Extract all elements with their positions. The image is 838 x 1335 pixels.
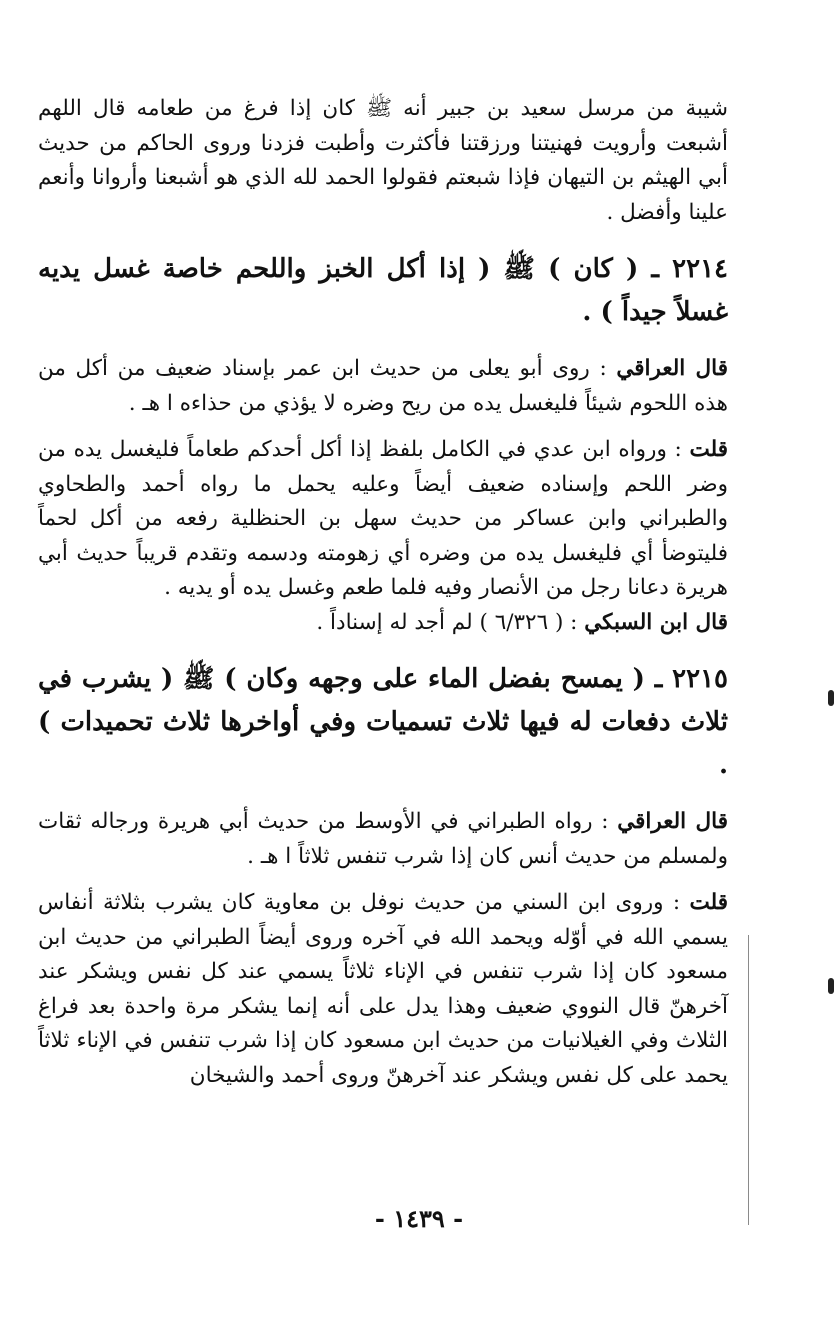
hadith-2214-heading: ٢٢١٤ ـ ( كان ) ﷺ ( إذا أكل الخبز واللحم خاصة غسل يديه غسلاً جيداً ) .	[38, 254, 728, 327]
margin-scan-line	[748, 935, 749, 1225]
paragraph-intro	[38, 92, 728, 230]
paragraph-text: : روى أبو يعلى من حديث ابن عمر بإسناد ضعيف من أكل من هذه اللحوم شيئاً فليغسل يده من ريح وضره لا يؤذي من حذاءه ا هـ .	[38, 356, 728, 416]
paragraph-qultu	[38, 886, 728, 1093]
paragraph-text: : ( ٦/٣٢٦ ) لم أجد له إسناداً .	[316, 609, 585, 635]
paragraph-lead: قلت	[689, 890, 728, 915]
paragraph-lead: قال ابن السبكي	[584, 609, 728, 635]
paragraph-iraqi-comment	[38, 352, 728, 421]
margin-scan-mark	[828, 690, 834, 706]
margin-scan-mark	[828, 978, 834, 994]
page-number: - ١٤٣٩ -	[374, 1204, 464, 1233]
paragraph-lead: قلت	[689, 437, 728, 462]
paragraph-text: : ورواه ابن عدي في الكامل بلفظ إذا أكل أحدكم طعاماً فليغسل يده من وضر اللحم وإسناده ضعيف أيضاً وعليه يحمل ما رواه أحمد والطحاوي والطبراني وابن عساكر من حديث سهل بن الحنظلية رفعه من أكل لحماً فليتوضأ أي فليغسل يده من وضره أي زهومته ودسمه وتقدم قريباً حديث أبي هريرة دعانا رجل من الأنصار وفيه فلما طعم وغسل يده أو يديه .	[38, 437, 728, 600]
hadith-2215-heading: ٢٢١٥ ـ ( يمسح بفضل الماء على وجهه وكان ) ﷺ ( يشرب في ثلاث دفعات له فيها ثلاث تسميات وفي أواخرها ثلاث تحميدات ) .	[38, 664, 728, 780]
page-body	[38, 92, 728, 1093]
paragraph-subki-comment	[38, 606, 728, 641]
paragraph-text: : وروى ابن السني من حديث نوفل بن معاوية كان يشرب بثلاثة أنفاس يسمي الله في أوّله ويحمد الله في آخره وروى أيضاً الطبراني من حديث ابن مسعود كان إذا شرب تنفس في الإناء ثلاثاً يسمي عند كل نفس ويشكر عند آخرهنّ قال النووي ضعيف وهذا يدل على أنه إنما يشكر مرة واحدة بعد فراغ الثلاث وفي الغيلانيات من حديث ابن مسعود كان إذا شرب تنفس في الإناء ثلاثاً يحمد على كل نفس ويشكر عند آخرهنّ وروى أحمد والشيخان	[38, 890, 728, 1088]
paragraph-lead: قال العراقي	[616, 356, 728, 381]
paragraph-qultu	[38, 433, 728, 606]
paragraph-lead: قال العراقي	[617, 809, 728, 834]
paragraph-iraqi-comment	[38, 805, 728, 874]
paragraph-text: شيبة من مرسل سعيد بن جبير أنه ﷺ كان إذا فرغ من طعامه قال اللهم أشبعت وأرويت فهنيتنا ورزقتنا فأكثرت وأطبت فزدنا وروى الحاكم من حديث أبي الهيثم بن التيهان فإذا شبعتم فقولوا الحمد لله الذي هو أشبعنا وأروانا وأنعم علينا وأفضل .	[38, 96, 728, 225]
paragraph-text: : رواه الطبراني في الأوسط من حديث أبي هريرة ورجاله ثقات ولمسلم من حديث أنس كان إذا شرب تنفس ثلاثاً ا هـ .	[38, 809, 728, 869]
